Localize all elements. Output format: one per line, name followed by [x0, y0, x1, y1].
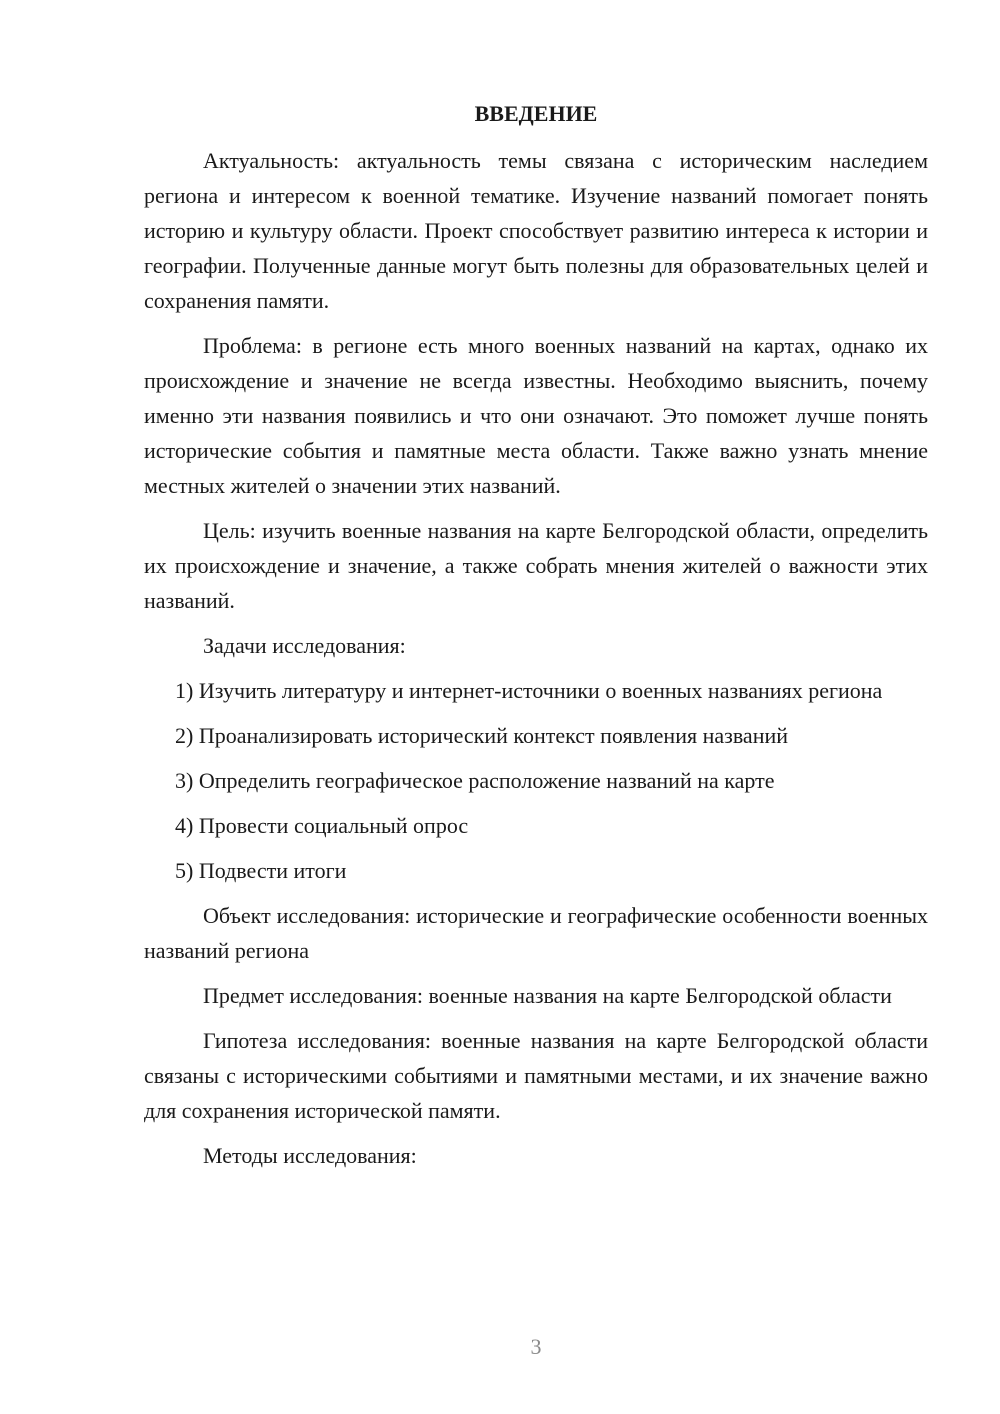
task-item-1: 1) Изучить литературу и интернет-источники о военных названиях региона [175, 678, 883, 703]
task-item-5: 5) Подвести итоги [175, 858, 347, 883]
paragraph-problem: Проблема: в регионе есть много военных названий на картах, однако их происхождение и значение не всегда известны. Необходимо выяснить, почему именно эти названия появились и что они означают. Это поможет лучше понять исторические события и памятные места области. Также важно узнать мнение местных жителей о значении этих названий. [144, 333, 928, 498]
paragraph-relevance: Актуальность: актуальность темы связана с историческим наследием региона и интересом к военной тематике. Изучение названий помогает понять историю и культуру области. Проект способствует развитию интереса к истории и географии. Полученные данные могут быть полезны для образовательных целей и сохранения памяти. [144, 148, 928, 313]
page-number: 3 [530, 1334, 542, 1359]
paragraph-subject: Предмет исследования: военные названия на карте Белгородской области [203, 983, 892, 1008]
paragraph-methods-intro: Методы исследования: [203, 1143, 417, 1168]
paragraph-object: Объект исследования: исторические и географические особенности военных названий региона [144, 903, 928, 963]
document-page [144, 96, 928, 1183]
task-item-4: 4) Провести социальный опрос [175, 813, 469, 838]
task-item-3: 3) Определить географическое расположение названий на карте [175, 768, 775, 793]
task-item-2: 2) Проанализировать исторический контекст появления названий [175, 723, 789, 748]
paragraph-tasks-intro: Задачи исследования: [203, 633, 406, 658]
section-heading: ВВЕДЕНИЕ [474, 101, 598, 126]
paragraph-hypothesis: Гипотеза исследования: военные названия на карте Белгородской области связаны с историческими событиями и памятными местами, и их значение важно для сохранения исторической памяти. [144, 1028, 928, 1123]
paragraph-goal: Цель: изучить военные названия на карте Белгородской области, определить их происхождение и значение, а также собрать мнения жителей о важности этих названий. [144, 518, 928, 613]
